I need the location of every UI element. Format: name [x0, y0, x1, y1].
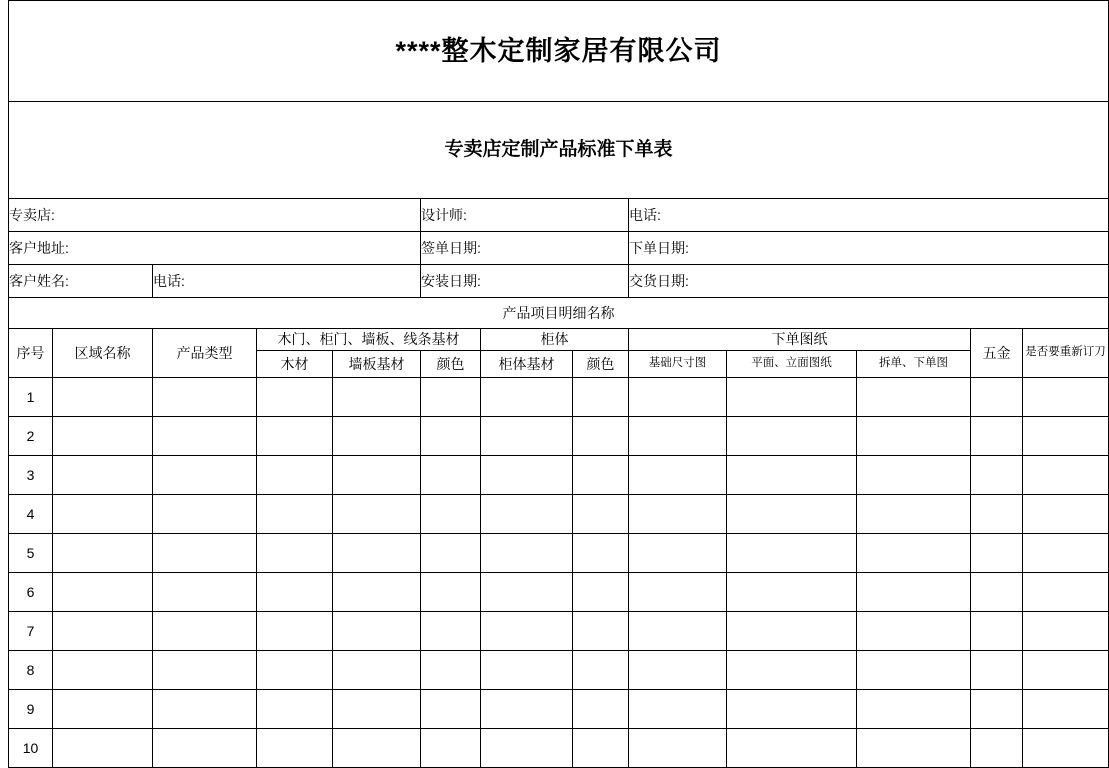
table-row [9, 573, 1109, 612]
cell-product-type[interactable] [153, 378, 257, 417]
cell-color-1[interactable] [421, 456, 481, 495]
cell-split-order-drawing[interactable] [857, 651, 971, 690]
cell-color-1[interactable] [421, 378, 481, 417]
cell-split-order-drawing[interactable] [857, 495, 971, 534]
form-subtitle: 专卖店定制产品标准下单表 [444, 138, 673, 160]
cell-wood[interactable] [257, 534, 333, 573]
cell-color-2[interactable] [573, 378, 629, 417]
cell-product-type[interactable] [153, 456, 257, 495]
row-number: 3 [9, 456, 53, 495]
cell-reorder-knife[interactable] [1023, 573, 1109, 612]
section-title-row [9, 298, 1109, 329]
cell-basic-dimension-drawing[interactable] [629, 417, 727, 456]
cell-hardware[interactable] [971, 495, 1023, 534]
cell-wood[interactable] [257, 690, 333, 729]
table-row [9, 690, 1109, 729]
cell-plan-elevation-drawing[interactable] [727, 417, 857, 456]
cell-color-2[interactable] [573, 690, 629, 729]
cell-plan-elevation-drawing[interactable] [727, 612, 857, 651]
cell-basic-dimension-drawing[interactable] [629, 534, 727, 573]
col-header-color-1: 颜色 [421, 351, 481, 378]
cell-split-order-drawing[interactable] [857, 612, 971, 651]
cell-cabinet-base[interactable] [481, 651, 573, 690]
cell-product-type[interactable] [153, 495, 257, 534]
subtitle-row [9, 102, 1109, 199]
cell-hardware[interactable] [971, 417, 1023, 456]
cell-plan-elevation-drawing[interactable] [727, 690, 857, 729]
cell-product-type[interactable] [153, 612, 257, 651]
cell-split-order-drawing[interactable] [857, 534, 971, 573]
section-title: 产品项目明细名称 [9, 298, 1109, 329]
cell-wall-panel-base[interactable] [333, 534, 421, 573]
cell-plan-elevation-drawing[interactable] [727, 456, 857, 495]
phone-field-1[interactable]: 电话: [629, 199, 1109, 232]
cell-basic-dimension-drawing[interactable] [629, 651, 727, 690]
cell-wood[interactable] [257, 651, 333, 690]
cell-area-name[interactable] [53, 729, 153, 768]
row-number: 2 [9, 417, 53, 456]
order-date-field[interactable]: 下单日期: [629, 232, 1109, 265]
form-subtitle-cell [9, 102, 1109, 199]
cell-basic-dimension-drawing[interactable] [629, 690, 727, 729]
cell-color-2[interactable] [573, 573, 629, 612]
cell-basic-dimension-drawing[interactable] [629, 456, 727, 495]
table-row [9, 456, 1109, 495]
group-header-drawings: 下单图纸 [629, 329, 971, 351]
cell-plan-elevation-drawing[interactable] [727, 495, 857, 534]
row-number: 6 [9, 573, 53, 612]
sign-date-field[interactable]: 签单日期: [421, 232, 629, 265]
cell-area-name[interactable] [53, 495, 153, 534]
cell-wall-panel-base[interactable] [333, 612, 421, 651]
col-header-area-name: 区域名称 [53, 329, 153, 378]
cell-area-name[interactable] [53, 651, 153, 690]
store-field[interactable]: 专卖店: [9, 199, 421, 232]
info-row-3 [9, 265, 1109, 298]
cell-cabinet-base[interactable] [481, 378, 573, 417]
cell-area-name[interactable] [53, 573, 153, 612]
install-date-field[interactable]: 安装日期: [421, 265, 629, 298]
cell-reorder-knife[interactable] [1023, 378, 1109, 417]
col-header-wood: 木材 [257, 351, 333, 378]
row-number: 8 [9, 651, 53, 690]
cell-area-name[interactable] [53, 456, 153, 495]
cell-hardware[interactable] [971, 456, 1023, 495]
cell-basic-dimension-drawing[interactable] [629, 573, 727, 612]
cell-reorder-knife[interactable] [1023, 534, 1109, 573]
cell-wall-panel-base[interactable] [333, 456, 421, 495]
cell-wall-panel-base[interactable] [333, 729, 421, 768]
cell-wood[interactable] [257, 573, 333, 612]
table-row [9, 612, 1109, 651]
cell-color-2[interactable] [573, 612, 629, 651]
cell-basic-dimension-drawing[interactable] [629, 729, 727, 768]
cell-product-type[interactable] [153, 417, 257, 456]
row-number: 4 [9, 495, 53, 534]
cell-hardware[interactable] [971, 612, 1023, 651]
group-header-materials: 木门、柜门、墙板、线条基材 [257, 329, 481, 351]
cell-reorder-knife[interactable] [1023, 690, 1109, 729]
cell-color-2[interactable] [573, 417, 629, 456]
table-row [9, 534, 1109, 573]
cell-color-2[interactable] [573, 534, 629, 573]
col-header-plan-elevation-drawing: 平面、立面图纸 [727, 351, 857, 378]
info-row-2 [9, 232, 1109, 265]
cell-area-name[interactable] [53, 690, 153, 729]
cell-color-1[interactable] [421, 417, 481, 456]
cell-reorder-knife[interactable] [1023, 612, 1109, 651]
title-row [9, 1, 1109, 102]
cell-reorder-knife[interactable] [1023, 456, 1109, 495]
cell-reorder-knife[interactable] [1023, 495, 1109, 534]
cell-wall-panel-base[interactable] [333, 573, 421, 612]
cell-color-1[interactable] [421, 690, 481, 729]
cell-color-1[interactable] [421, 534, 481, 573]
col-header-wall-panel-base: 墙板基材 [333, 351, 421, 378]
cell-hardware[interactable] [971, 378, 1023, 417]
cell-product-type[interactable] [153, 729, 257, 768]
row-number: 1 [9, 378, 53, 417]
row-number: 10 [9, 729, 53, 768]
col-header-hardware: 五金 [971, 329, 1023, 378]
col-header-product-type: 产品类型 [153, 329, 257, 378]
row-number: 9 [9, 690, 53, 729]
col-header-reorder-knife: 是否要重新订刀 [1023, 329, 1109, 378]
table-row [9, 495, 1109, 534]
customer-address-field[interactable]: 客户地址: [9, 232, 421, 265]
cell-color-1[interactable] [421, 612, 481, 651]
cell-color-1[interactable] [421, 495, 481, 534]
customer-name-field[interactable]: 客户姓名: [9, 265, 153, 298]
cell-product-type[interactable] [153, 573, 257, 612]
cell-wall-panel-base[interactable] [333, 495, 421, 534]
cell-split-order-drawing[interactable] [857, 456, 971, 495]
cell-color-2[interactable] [573, 495, 629, 534]
cell-split-order-drawing[interactable] [857, 378, 971, 417]
cell-split-order-drawing[interactable] [857, 690, 971, 729]
cell-wood[interactable] [257, 729, 333, 768]
cell-split-order-drawing[interactable] [857, 573, 971, 612]
cell-hardware[interactable] [971, 651, 1023, 690]
cell-hardware[interactable] [971, 534, 1023, 573]
order-form-table [8, 0, 1109, 768]
cell-basic-dimension-drawing[interactable] [629, 612, 727, 651]
cell-split-order-drawing[interactable] [857, 729, 971, 768]
cell-color-1[interactable] [421, 729, 481, 768]
cell-plan-elevation-drawing[interactable] [727, 573, 857, 612]
cell-wood[interactable] [257, 417, 333, 456]
cell-reorder-knife[interactable] [1023, 729, 1109, 768]
col-header-color-2: 颜色 [573, 351, 629, 378]
cell-color-2[interactable] [573, 729, 629, 768]
cell-split-order-drawing[interactable] [857, 417, 971, 456]
group-header-cabinet: 柜体 [481, 329, 629, 351]
cell-area-name[interactable] [53, 417, 153, 456]
cell-wood[interactable] [257, 495, 333, 534]
col-header-no: 序号 [9, 329, 53, 378]
group-header-row [9, 329, 1109, 351]
cell-cabinet-base[interactable] [481, 417, 573, 456]
info-row-1 [9, 199, 1109, 232]
cell-area-name[interactable] [53, 612, 153, 651]
cell-plan-elevation-drawing[interactable] [727, 378, 857, 417]
cell-wood[interactable] [257, 456, 333, 495]
cell-cabinet-base[interactable] [481, 534, 573, 573]
cell-hardware[interactable] [971, 573, 1023, 612]
col-header-basic-dimension-drawing: 基础尺寸图 [629, 351, 727, 378]
cell-hardware[interactable] [971, 690, 1023, 729]
company-title-cell [9, 1, 1109, 102]
phone-field-2[interactable]: 电话: [153, 265, 421, 298]
table-row [9, 417, 1109, 456]
company-title: ****整木定制家居有限公司 [395, 35, 722, 66]
cell-wall-panel-base[interactable] [333, 417, 421, 456]
cell-color-2[interactable] [573, 456, 629, 495]
cell-product-type[interactable] [153, 534, 257, 573]
cell-cabinet-base[interactable] [481, 612, 573, 651]
cell-area-name[interactable] [53, 378, 153, 417]
cell-wall-panel-base[interactable] [333, 690, 421, 729]
cell-reorder-knife[interactable] [1023, 417, 1109, 456]
cell-cabinet-base[interactable] [481, 729, 573, 768]
col-header-cabinet-base: 柜体基材 [481, 351, 573, 378]
cell-color-1[interactable] [421, 651, 481, 690]
cell-plan-elevation-drawing[interactable] [727, 534, 857, 573]
cell-area-name[interactable] [53, 534, 153, 573]
cell-wall-panel-base[interactable] [333, 378, 421, 417]
cell-product-type[interactable] [153, 651, 257, 690]
col-header-split-order-drawing: 拆单、下单图 [857, 351, 971, 378]
cell-reorder-knife[interactable] [1023, 651, 1109, 690]
designer-field[interactable]: 设计师: [421, 199, 629, 232]
cell-basic-dimension-drawing[interactable] [629, 495, 727, 534]
cell-plan-elevation-drawing[interactable] [727, 651, 857, 690]
cell-plan-elevation-drawing[interactable] [727, 729, 857, 768]
table-row [9, 378, 1109, 417]
cell-cabinet-base[interactable] [481, 456, 573, 495]
cell-color-1[interactable] [421, 573, 481, 612]
cell-cabinet-base[interactable] [481, 690, 573, 729]
cell-color-2[interactable] [573, 651, 629, 690]
cell-cabinet-base[interactable] [481, 573, 573, 612]
cell-hardware[interactable] [971, 729, 1023, 768]
cell-cabinet-base[interactable] [481, 495, 573, 534]
cell-wood[interactable] [257, 612, 333, 651]
delivery-date-field[interactable]: 交货日期: [629, 265, 1109, 298]
cell-wood[interactable] [257, 378, 333, 417]
table-row [9, 729, 1109, 768]
cell-wall-panel-base[interactable] [333, 651, 421, 690]
cell-basic-dimension-drawing[interactable] [629, 378, 727, 417]
cell-product-type[interactable] [153, 690, 257, 729]
table-row [9, 651, 1109, 690]
row-number: 7 [9, 612, 53, 651]
row-number: 5 [9, 534, 53, 573]
